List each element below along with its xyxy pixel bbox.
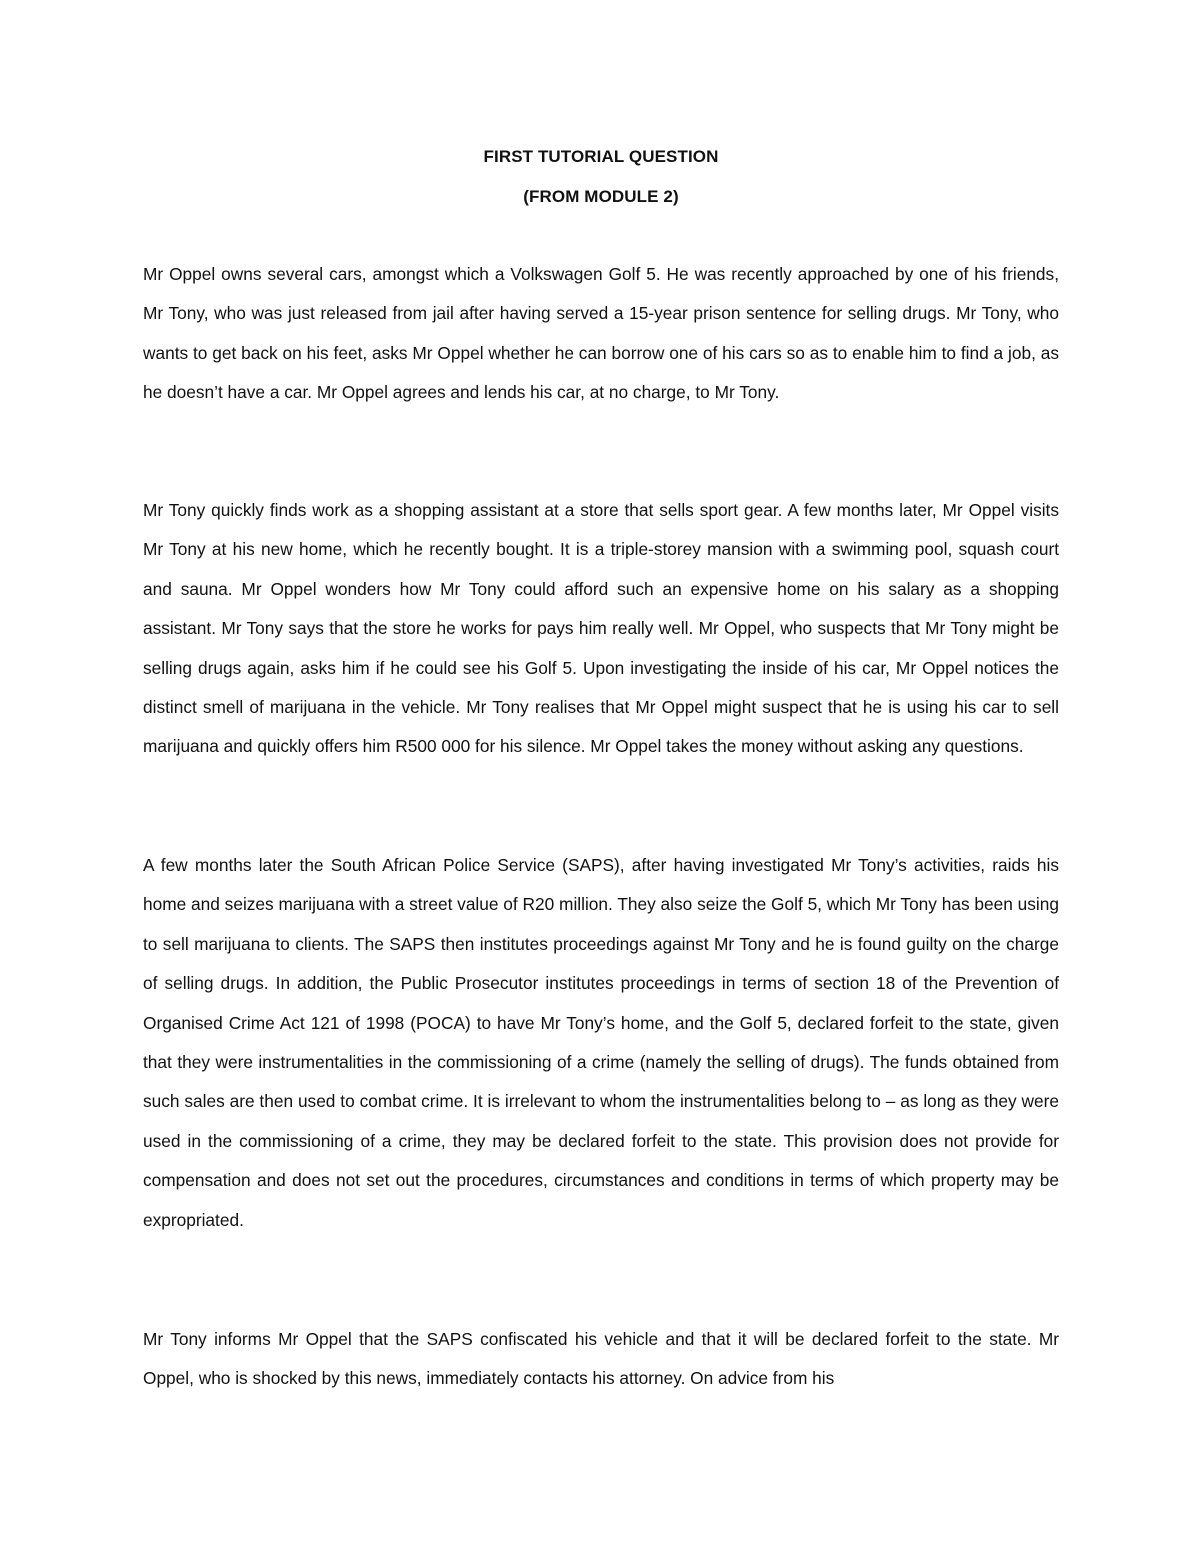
paragraph-3: A few months later the South African Police Service (SAPS), after having investigated Mr Tony’s activities, raids his home and seizes marijuana with a street value of R20 million. They also seize the Golf 5, which Mr Tony has been using to sell marijuana to clients. The SAPS then institutes proceedings against Mr Tony and he is found guilty on the charge of selling drugs. In addition, the Public Prosecutor institutes proceedings in terms of section 18 of the Prevention of Organised Crime Act 121 of 1998 (POCA) to have Mr Tony’s home, and the Golf 5, declared forfeit to the state, given that they were instrumentalities in the commissioning of a crime (namely the selling of drugs). The funds obtained from such sales are then used to combat crime. It is irrelevant to whom the instrumentalities belong to – as long as they were used in the commissioning of a crime, they may be declared forfeit to the state. This provision does not provide for compensation and does not set out the procedures, circumstances and conditions in terms of which property may be expropriated. <box>143 855 1059 1230</box>
paragraph-4: Mr Tony informs Mr Oppel that the SAPS confiscated his vehicle and that it will be declared forfeit to the state. Mr Oppel, who is shocked by this news, immediately contacts his attorney. On advice from his <box>143 1329 1059 1389</box>
document-title: FIRST TUTORIAL QUESTION <box>483 147 719 166</box>
paragraph-1: Mr Oppel owns several cars, amongst which a Volkswagen Golf 5. He was recently approached by one of his friends, Mr Tony, who was just released from jail after having served a 15-year prison sentence for selling drugs. Mr Tony, who wants to get back on his feet, asks Mr Oppel whether he can borrow one of his cars so as to enable him to find a job, as he doesn’t have a car. Mr Oppel agrees and lends his car, at no charge, to Mr Tony. <box>143 264 1059 403</box>
paragraph-2: Mr Tony quickly finds work as a shopping assistant at a store that sells sport gear. A few months later, Mr Oppel visits Mr Tony at his new home, which he recently bought. It is a triple-storey mansion with a swimming pool, squash court and sauna. Mr Oppel wonders how Mr Tony could afford such an expensive home on his salary as a shopping assistant. Mr Tony says that the store he works for pays him really well. Mr Oppel, who suspects that Mr Tony might be selling drugs again, asks him if he could see his Golf 5. Upon investigating the inside of his car, Mr Oppel notices the distinct smell of marijuana in the vehicle. Mr Tony realises that Mr Oppel might suspect that he is using his car to sell marijuana and quickly offers him R500 000 for his silence. Mr Oppel takes the money without asking any questions. <box>143 500 1059 757</box>
document-subtitle: (FROM MODULE 2) <box>523 187 679 206</box>
document-page <box>143 0 1059 1553</box>
